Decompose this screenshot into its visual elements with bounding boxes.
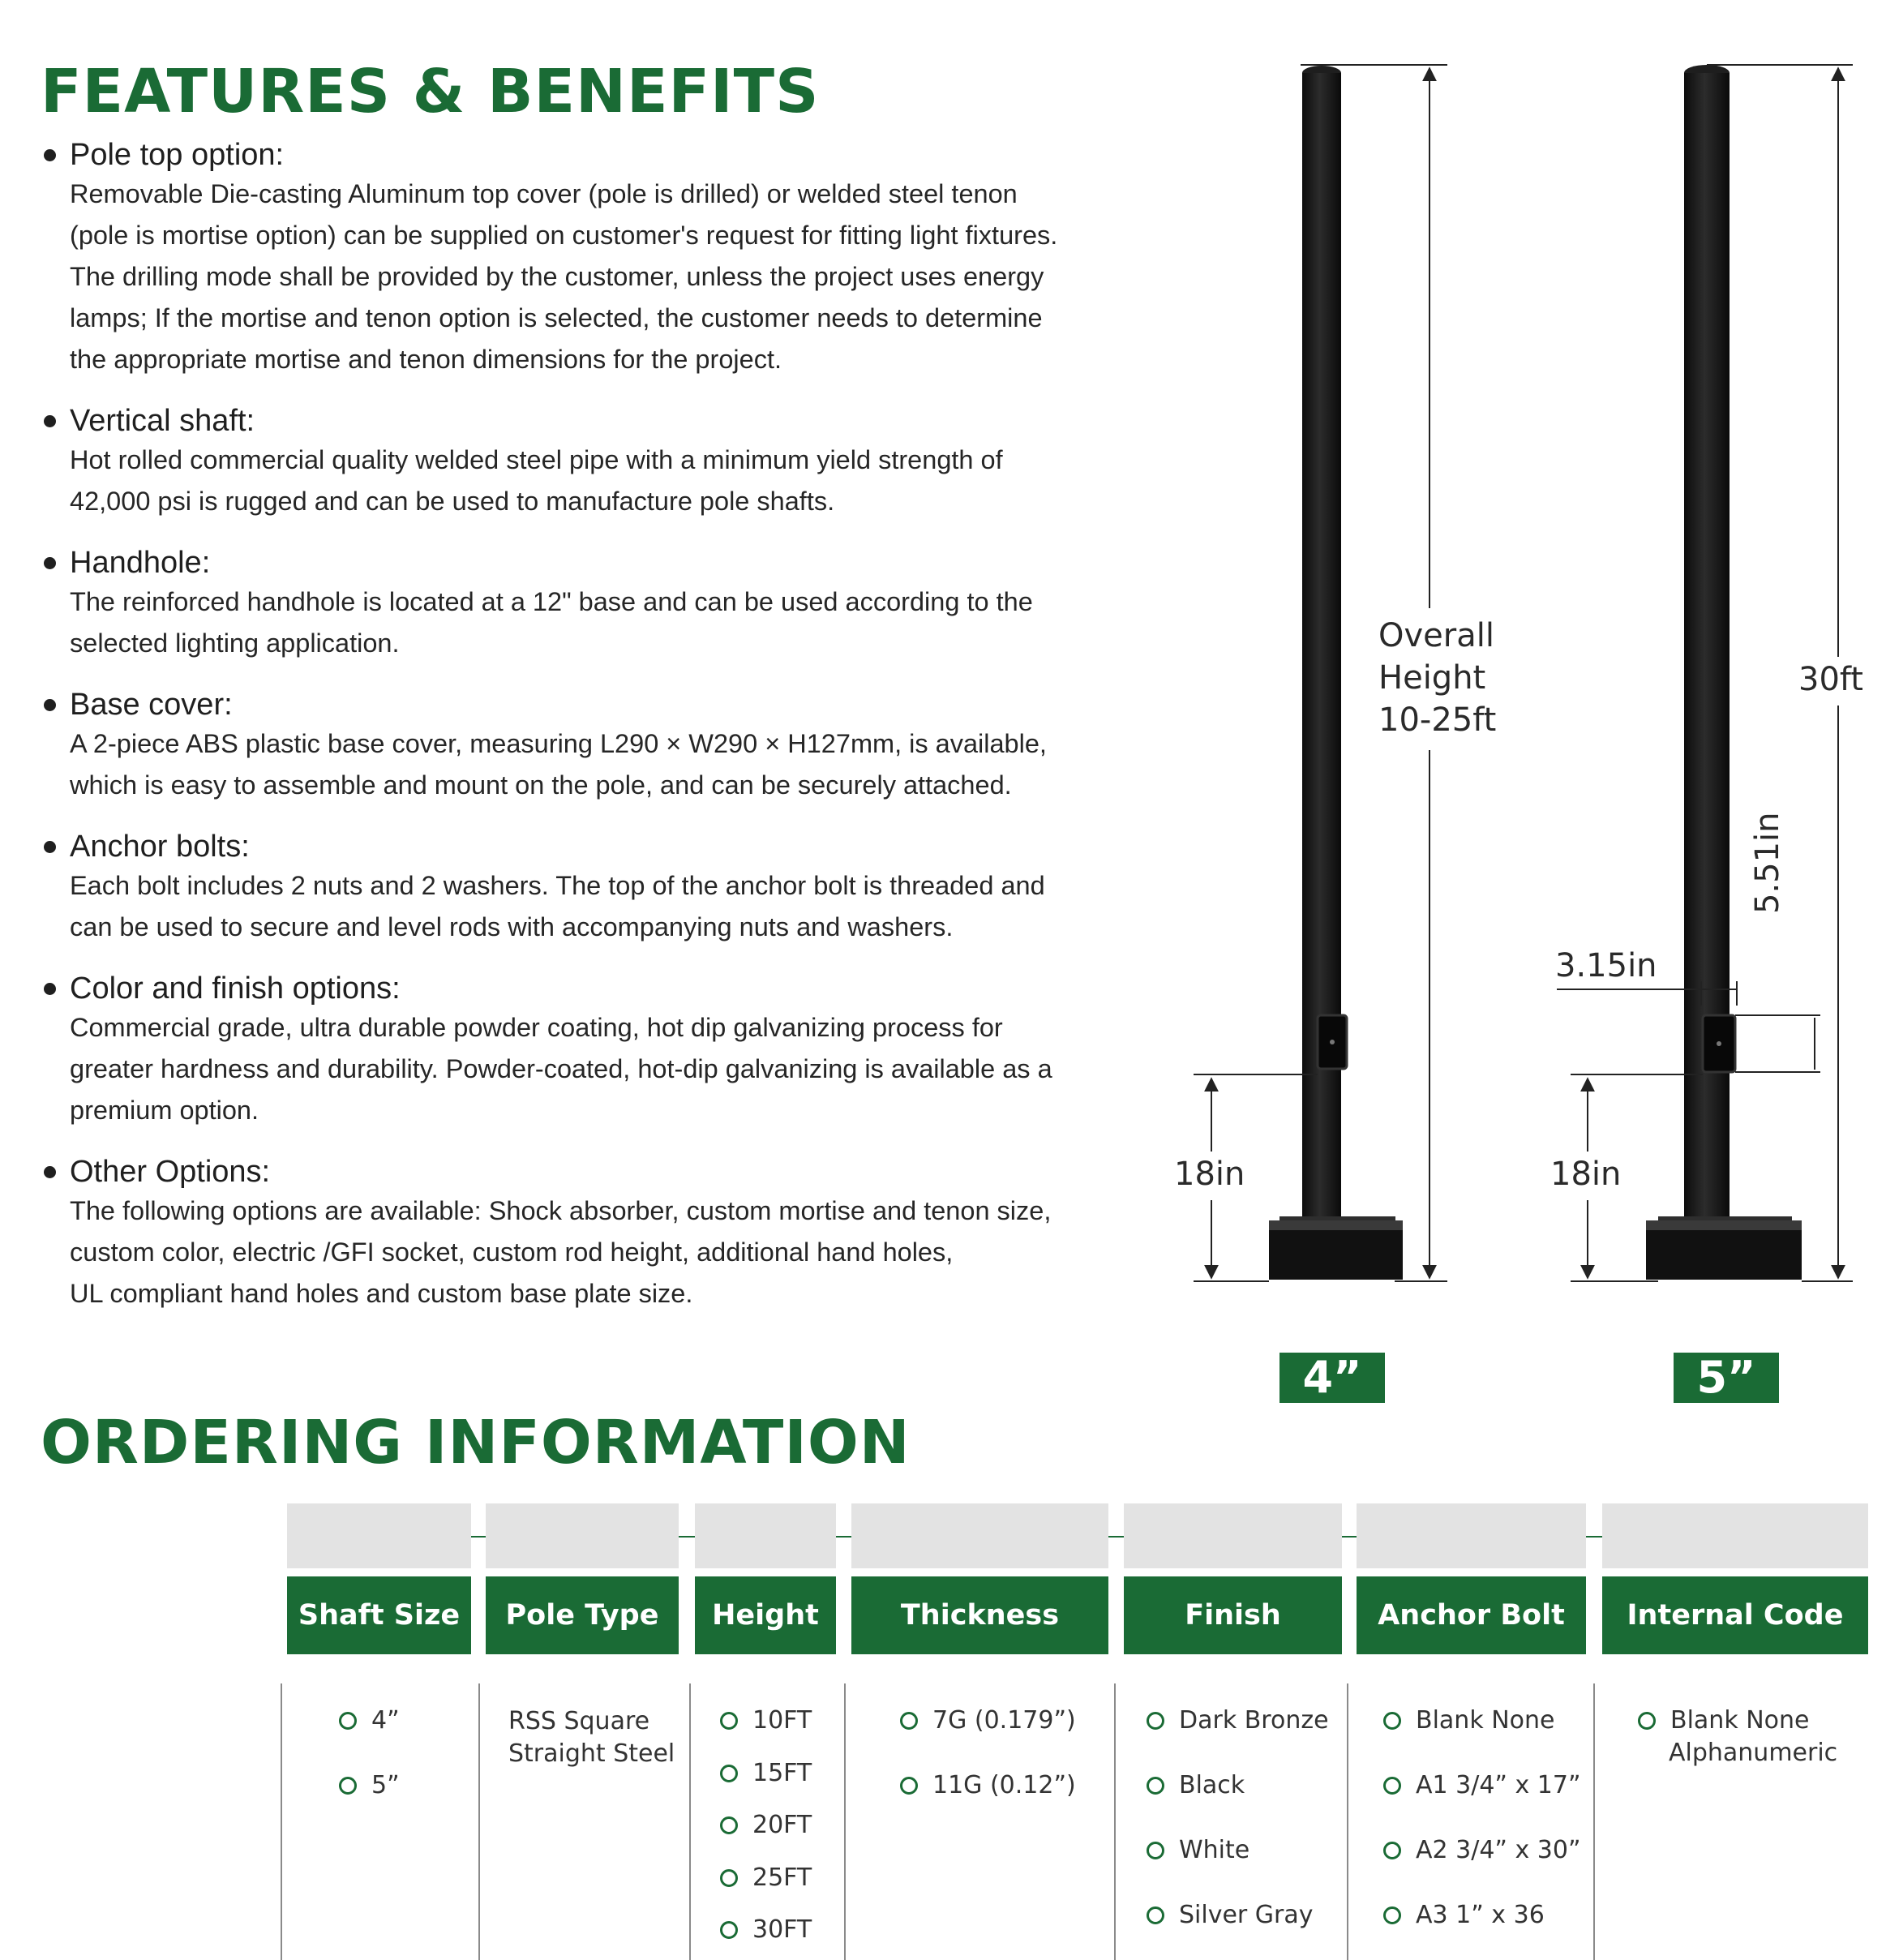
radio-icon[interactable]: [1147, 1906, 1164, 1924]
features-list: [39, 136, 1125, 1336]
option-radio[interactable]: [1383, 1769, 1581, 1802]
feature-description: [39, 1190, 1125, 1315]
code-entry-box[interactable]: [486, 1503, 679, 1568]
feature-description-line: premium option.: [70, 1096, 259, 1125]
table-connector: [836, 1536, 851, 1538]
feature-heading-text: Base cover:: [70, 688, 233, 722]
feature-description-line: The drilling mode shall be provided by the customer, unless the project uses energy: [70, 262, 1044, 291]
option-label: A3 1” x 36: [1416, 1901, 1545, 1929]
feature-heading: [39, 136, 1125, 174]
radio-icon[interactable]: [1638, 1712, 1656, 1730]
column-divider: [844, 1683, 846, 1960]
radio-icon[interactable]: [900, 1712, 918, 1730]
table-connector: [679, 1536, 695, 1538]
feature-heading-text: Other Options:: [70, 1155, 271, 1189]
feature-description-line: custom color, electric /GFI socket, custom rod height, additional hand holes,: [70, 1237, 954, 1267]
overall-height-label-2: Height: [1378, 659, 1486, 697]
handhole-height-label: 5.51in: [1749, 812, 1786, 914]
column-divider: [689, 1683, 691, 1960]
option-radio[interactable]: [1638, 1705, 1810, 1737]
feature-item: [39, 136, 1125, 380]
code-entry-box[interactable]: [1602, 1503, 1868, 1568]
option-radio[interactable]: [1147, 1705, 1329, 1737]
option-label: 15FT: [752, 1759, 812, 1787]
option-radio[interactable]: [1383, 1899, 1545, 1932]
bullet-icon: [44, 415, 56, 427]
feature-heading-text: Handhole:: [70, 546, 211, 580]
feature-description-line: Hot rolled commercial quality welded steel pipe with a minimum yield strength of: [70, 445, 1003, 474]
radio-icon[interactable]: [720, 1869, 738, 1887]
feature-heading: [39, 544, 1125, 581]
option-radio[interactable]: [1147, 1769, 1245, 1802]
size-badge-4: 4”: [1279, 1353, 1385, 1403]
feature-description-line: 42,000 psi is rugged and can be used to manufacture pole shafts.: [70, 487, 835, 516]
feature-description-line: can be used to secure and level rods with accompanying nuts and washers.: [70, 912, 954, 941]
option-label: 25FT: [752, 1864, 812, 1892]
radio-icon[interactable]: [720, 1712, 738, 1730]
radio-icon[interactable]: [339, 1712, 357, 1730]
feature-heading-text: Color and finish options:: [70, 971, 401, 1006]
radio-icon[interactable]: [900, 1777, 918, 1795]
option-radio[interactable]: [720, 1809, 812, 1842]
option-label: 11G (0.12”): [932, 1771, 1076, 1799]
column-header: Thickness: [851, 1576, 1108, 1654]
dimension-lines: [1194, 65, 1853, 1281]
feature-description-line: Each bolt includes 2 nuts and 2 washers. The top of the anchor bolt is threaded and: [70, 871, 1045, 900]
feature-heading: [39, 686, 1125, 723]
option-radio[interactable]: [720, 1757, 812, 1790]
radio-icon[interactable]: [339, 1777, 357, 1795]
feature-description-line: UL compliant hand holes and custom base plate size.: [70, 1279, 693, 1308]
radio-icon[interactable]: [1383, 1906, 1401, 1924]
column-header: Shaft Size: [287, 1576, 471, 1654]
option-label: Dark Bronze: [1179, 1706, 1329, 1735]
option-radio[interactable]: [900, 1705, 1076, 1737]
pole-type-text: RSS Square: [508, 1707, 650, 1735]
option-radio[interactable]: [720, 1862, 812, 1894]
feature-description: [39, 581, 1125, 664]
radio-icon[interactable]: [1147, 1777, 1164, 1795]
column-divider: [1347, 1683, 1348, 1960]
handhole-width-label: 3.15in: [1555, 947, 1657, 984]
option-label: 20FT: [752, 1811, 812, 1839]
option-radio[interactable]: [1383, 1705, 1555, 1737]
column-header: Height: [695, 1576, 836, 1654]
table-connector: [471, 1536, 486, 1538]
column-header: Internal Code: [1602, 1576, 1868, 1654]
option-label: 10FT: [752, 1706, 812, 1735]
size-badge-5: 5”: [1674, 1353, 1779, 1403]
radio-icon[interactable]: [1383, 1842, 1401, 1859]
radio-icon[interactable]: [720, 1921, 738, 1939]
feature-description-line: Commercial grade, ultra durable powder coating, hot dip galvanizing process for: [70, 1013, 1003, 1042]
option-radio[interactable]: [1383, 1834, 1581, 1867]
feature-item: [39, 828, 1125, 948]
option-label: Blank None: [1416, 1706, 1555, 1735]
option-radio[interactable]: [339, 1769, 400, 1802]
feature-heading: [39, 828, 1125, 865]
radio-icon[interactable]: [1383, 1777, 1401, 1795]
feature-heading: [39, 1153, 1125, 1190]
bullet-icon: [44, 149, 56, 161]
feature-description: [39, 723, 1125, 806]
option-radio[interactable]: [900, 1769, 1076, 1802]
feature-description: [39, 174, 1125, 380]
feature-heading: [39, 970, 1125, 1007]
feature-description-line: (pole is mortise option) can be supplied on customer's request for fitting light fixtures.: [70, 221, 1058, 250]
option-radio[interactable]: [1147, 1899, 1314, 1932]
column-divider: [478, 1683, 480, 1960]
feature-item: [39, 402, 1125, 522]
option-label: 7G (0.179”): [932, 1706, 1076, 1735]
radio-icon[interactable]: [1147, 1842, 1164, 1859]
bullet-icon: [44, 983, 56, 995]
feature-heading-text: Pole top option:: [70, 138, 285, 172]
option-label: 30FT: [752, 1915, 812, 1944]
column-divider: [1114, 1683, 1116, 1960]
bullet-icon: [44, 699, 56, 711]
table-connector: [1108, 1536, 1124, 1538]
feature-item: [39, 544, 1125, 664]
option-radio[interactable]: [720, 1705, 812, 1737]
feature-description-line: the appropriate mortise and tenon dimensions for the project.: [70, 345, 782, 374]
radio-icon[interactable]: [1147, 1712, 1164, 1730]
code-entry-box[interactable]: [695, 1503, 836, 1568]
feature-description-line: selected lighting application.: [70, 628, 400, 658]
option-label: White: [1179, 1836, 1250, 1864]
feature-description-line: lamps; If the mortise and tenon option is selected, the customer needs to determine: [70, 303, 1043, 332]
bullet-icon: [44, 1166, 56, 1178]
option-label: A1 3/4” x 17”: [1416, 1771, 1581, 1799]
option-label: Silver Gray: [1179, 1901, 1314, 1929]
feature-description-line: The reinforced handhole is located at a 12" base and can be used according to the: [70, 587, 1033, 616]
option-label: A2 3/4” x 30”: [1416, 1836, 1581, 1864]
feature-item: [39, 1153, 1125, 1315]
code-entry-box[interactable]: [851, 1503, 1108, 1568]
overall-height-label-3: 10-25ft: [1378, 701, 1497, 739]
feature-description-line: The following options are available: Shock absorber, custom mortise and tenon size,: [70, 1196, 1052, 1225]
column-header: Finish: [1124, 1576, 1342, 1654]
radio-icon[interactable]: [720, 1816, 738, 1834]
feature-heading: [39, 402, 1125, 440]
bullet-icon: [44, 841, 56, 853]
pole-4-inch: [1269, 66, 1403, 1280]
option-label: 4”: [371, 1706, 400, 1735]
code-entry-box[interactable]: [287, 1503, 471, 1568]
feature-heading-text: Anchor bolts:: [70, 830, 250, 864]
feature-item: [39, 970, 1125, 1131]
column-header: Anchor Bolt: [1357, 1576, 1586, 1654]
height-30ft-label: 30ft: [1798, 661, 1863, 698]
feature-item: [39, 686, 1125, 806]
option-radio[interactable]: [1147, 1834, 1249, 1867]
option-label: Black: [1179, 1771, 1245, 1799]
option-note: Alphanumeric: [1669, 1739, 1838, 1767]
features-title: FEATURES & BENEFITS: [41, 57, 820, 127]
code-entry-box[interactable]: [1357, 1503, 1586, 1568]
feature-description: [39, 865, 1125, 948]
ordering-title: ORDERING INFORMATION: [41, 1408, 911, 1478]
feature-description-line: Removable Die-casting Aluminum top cover (pole is drilled) or welded steel tenon: [70, 179, 1018, 208]
feature-heading-text: Vertical shaft:: [70, 404, 255, 438]
option-radio[interactable]: [339, 1705, 400, 1737]
pole-type-text: Straight Steel: [508, 1739, 675, 1768]
radio-icon[interactable]: [720, 1765, 738, 1782]
pole-5-inch: [1646, 65, 1802, 1280]
feature-description: [39, 440, 1125, 522]
base-height-right-label: 18in: [1550, 1156, 1622, 1193]
base-height-left-label: 18in: [1174, 1156, 1245, 1193]
option-label: 5”: [371, 1771, 400, 1799]
feature-description-line: which is easy to assemble and mount on the pole, and can be securely attached.: [70, 770, 1012, 800]
feature-description-line: A 2-piece ABS plastic base cover, measuring L290 × W290 × H127mm, is available,: [70, 729, 1047, 758]
option-radio[interactable]: [720, 1914, 812, 1946]
feature-description: [39, 1007, 1125, 1131]
column-divider: [281, 1683, 282, 1960]
table-connector: [1342, 1536, 1357, 1538]
option-label: Blank None: [1670, 1706, 1810, 1735]
table-connector: [1586, 1536, 1602, 1538]
bullet-icon: [44, 557, 56, 569]
radio-icon[interactable]: [1383, 1712, 1401, 1730]
column-divider: [1593, 1683, 1595, 1960]
code-entry-box[interactable]: [1124, 1503, 1342, 1568]
column-header: Pole Type: [486, 1576, 679, 1654]
overall-height-label-1: Overall: [1378, 617, 1494, 654]
feature-description-line: greater hardness and durability. Powder-coated, hot-dip galvanizing is available as a: [70, 1054, 1052, 1083]
